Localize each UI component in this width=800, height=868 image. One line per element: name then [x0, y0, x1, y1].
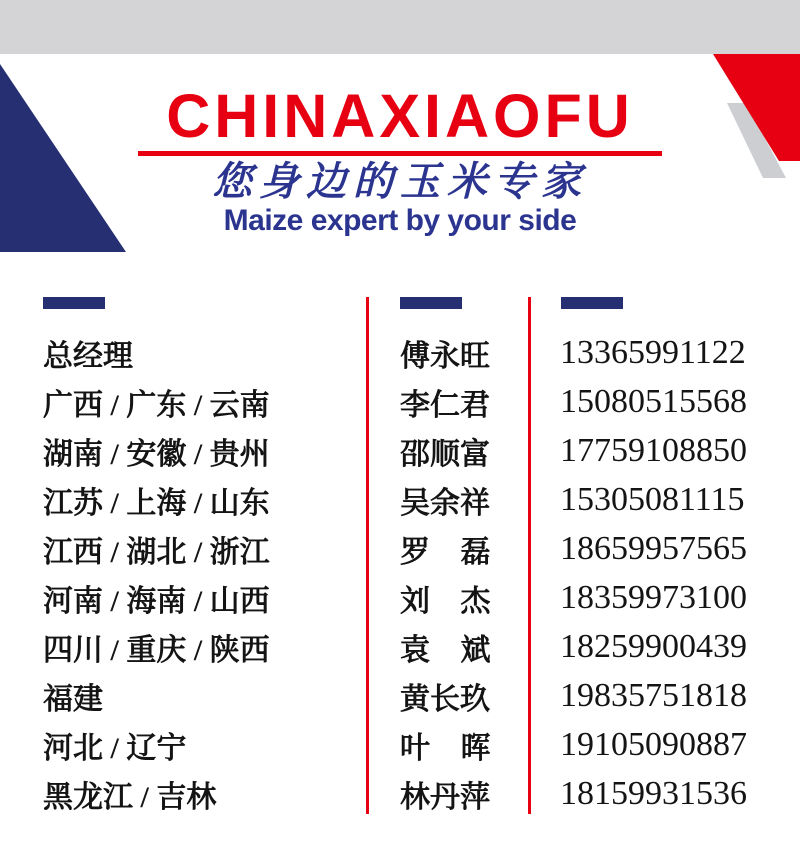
phone-cell: 18159931536 [560, 774, 747, 812]
name-cell: 罗 磊 [400, 535, 491, 569]
brand-title: CHINAXIAOFU [166, 82, 634, 150]
phone-cell: 19105090887 [560, 725, 747, 763]
slogan-english: Maize expert by your side [223, 204, 577, 237]
column-divider-line-1 [366, 297, 369, 814]
name-cell: 邵顺富 [400, 437, 490, 471]
region-cell: 河北 / 辽宁 [43, 731, 187, 765]
region-cell: 黑龙江 / 吉林 [43, 780, 217, 814]
region-cell: 广西 / 广东 / 云南 [43, 388, 270, 422]
phone-cell: 17759108850 [560, 431, 747, 469]
slogan-chinese: 您身边的玉米专家 [212, 158, 588, 205]
phone-cell: 19835751818 [560, 676, 747, 714]
region-cell: 四川 / 重庆 / 陕西 [43, 633, 270, 667]
region-cell: 江苏 / 上海 / 山东 [43, 486, 270, 520]
region-cell: 福建 [43, 682, 103, 716]
name-cell: 李仁君 [400, 388, 490, 422]
phone-cell: 18659957565 [560, 529, 747, 567]
name-cell: 袁 斌 [400, 633, 491, 667]
top-gray-band [0, 0, 800, 54]
column-divider-line-2 [528, 297, 531, 814]
phone-column [560, 328, 792, 818]
name-column [400, 328, 528, 818]
region-cell: 江西 / 湖北 / 浙江 [43, 535, 270, 569]
phone-cell: 18259900439 [560, 627, 747, 665]
name-cell: 黄长玖 [400, 682, 490, 716]
region-cell: 湖南 / 安徽 / 贵州 [43, 437, 270, 471]
brand-underline [138, 151, 662, 156]
phone-cell: 15080515568 [560, 382, 747, 420]
region-cell: 总经理 [43, 339, 133, 373]
name-column-marker [400, 297, 462, 309]
region-cell: 河南 / 海南 / 山西 [43, 584, 270, 618]
region-column [43, 328, 363, 818]
phone-column-marker [561, 297, 623, 309]
name-cell: 刘 杰 [400, 584, 491, 618]
phone-cell: 13365991122 [560, 333, 746, 371]
phone-cell: 15305081115 [560, 480, 745, 518]
name-cell: 林丹萍 [400, 780, 490, 814]
region-column-marker [43, 297, 105, 309]
name-cell: 傅永旺 [400, 339, 490, 373]
phone-cell: 18359973100 [560, 578, 747, 616]
name-cell: 吴余祥 [400, 486, 490, 520]
name-cell: 叶 晖 [400, 731, 491, 765]
